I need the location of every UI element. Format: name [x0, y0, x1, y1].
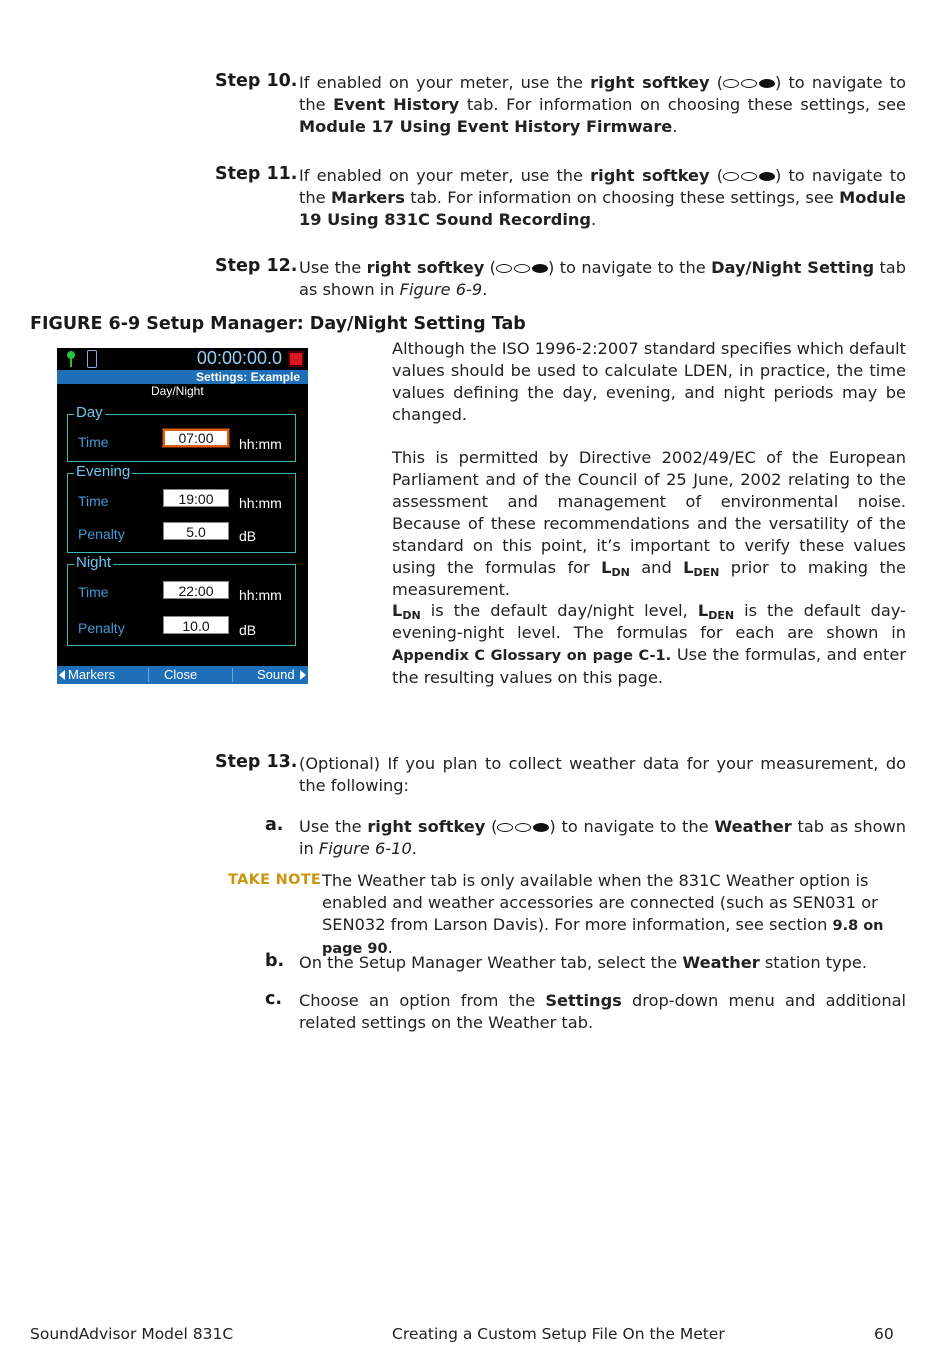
step-10-text: If enabled on your meter, use the right softkey ( ) to navigate to the Event History tab. For information on choosing these settings, see Module 17 Using Event History Firmware. [299, 73, 906, 136]
step-12-label: Step 12. [215, 256, 298, 276]
night-penalty-unit: dB [239, 622, 257, 638]
step-13b-text: On the Setup Manager Weather tab, select the Weather station type. [299, 953, 868, 972]
night-group-title: Night [76, 554, 112, 571]
evening-penalty-label: Penalty [78, 526, 125, 542]
day-time-unit: hh:mm [239, 436, 282, 452]
step-13a-label: a. [265, 815, 284, 835]
step-13c-text: Choose an option from the Settings drop-down menu and additional related settings on the Weather tab. [299, 991, 906, 1032]
softkey-center-close[interactable]: Close [164, 667, 198, 682]
step-11-label: Step 11. [215, 164, 298, 184]
meter-tab-title: Day/Night [151, 384, 204, 398]
meter-timer: 00:00:00.0 [196, 348, 282, 368]
right-arrow-icon [300, 670, 306, 680]
figure-6-10-link[interactable]: Figure 6-10 [318, 839, 412, 858]
softkey-divider [148, 668, 149, 682]
day-time-field[interactable]: 07:00 [163, 429, 229, 447]
night-time-unit: hh:mm [239, 587, 282, 603]
left-arrow-icon [59, 670, 65, 680]
battery-icon [87, 350, 97, 368]
night-penalty-label: Penalty [78, 620, 125, 636]
softkey-right-sound[interactable]: Sound [257, 667, 295, 682]
softkey-divider [232, 668, 233, 682]
right-softkey-icon [497, 821, 549, 833]
right-softkey-icon [723, 77, 775, 89]
appendix-c-link[interactable]: Appendix C Glossary on page C-1. [392, 648, 672, 664]
figure-caption: FIGURE 6-9 Setup Manager: Day/Night Setting Tab [30, 314, 526, 334]
step-13-label: Step 13. [215, 752, 298, 772]
right-softkey-icon [496, 262, 548, 274]
night-time-label: Time [78, 584, 109, 600]
step-13c-label: c. [265, 989, 283, 1009]
footer-page-number: 60 [874, 1325, 894, 1343]
figure-6-9-link[interactable]: Figure 6-9 [399, 280, 483, 299]
antenna-icon [65, 351, 73, 367]
take-note-text: The Weather tab is only available when the 831C Weather option is enabled and weather accessories are connected (such as SEN031 or SEN032 from Larson Davis). For more information, see section 9.8 on page 90. [322, 871, 884, 957]
meter-settings-title: Settings: Example [195, 370, 300, 384]
evening-time-label: Time [78, 493, 109, 509]
take-note-label: TAKE NOTE [228, 872, 322, 888]
module-17-link[interactable]: Module 17 Using Event History Firmware [299, 117, 673, 136]
meter-screen [57, 348, 308, 684]
module-19-link[interactable]: Module 19 Using 831C Sound Recording [299, 188, 906, 229]
section-9-8-link[interactable]: 9.8 on page 90 [322, 918, 884, 957]
step-12-text: Use the right softkey ( ) to navigate to the Day/Night Setting tab as shown in Figure 6-9. [299, 258, 906, 299]
step-11-text: If enabled on your meter, use the right softkey ( ) to navigate to the Markers tab. For information on choosing these settings, see Module 19 Using 831C Sound Recording. [299, 166, 906, 229]
stop-icon [288, 351, 304, 367]
step-10-label: Step 10. [215, 71, 298, 91]
paragraph-formulas: $L_{DN}$ is the default day/night level, $L_{DEN}$ is the default day-evening-night level. The formulas for each are shown in Appendix C Glossary on page C-1. Use the formulas, and enter the resulting values on this page. [392, 601, 906, 687]
evening-penalty-field[interactable]: 5.0 [163, 522, 229, 540]
evening-penalty-unit: dB [239, 528, 257, 544]
night-penalty-field[interactable]: 10.0 [163, 616, 229, 634]
day-time-label: Time [78, 434, 109, 450]
right-softkey-icon [723, 170, 775, 182]
evening-time-unit: hh:mm [239, 495, 282, 511]
paragraph-directive: This is permitted by Directive 2002/49/EC of the European Parliament and of the Council of 25 June, 2002 relating to the assessment and management of environmental noise. Because of these recommendations and the versatility of the standard on this point, it’s important to verify these values using the formulas for $L_{DN}$ and $L_{DEN}$ prior to making the measurement. [392, 448, 907, 599]
day-group-title: Day [76, 404, 103, 421]
step-13-text: (Optional) If you plan to collect weather data for your measurement, do the following: [299, 754, 906, 795]
night-time-field[interactable]: 22:00 [163, 581, 229, 599]
footer-product: SoundAdvisor Model 831C [30, 1325, 234, 1343]
paragraph-lden: Although the ISO 1996-2:2007 standard specifies which default values should be used to calculate LDEN, in practice, the time values defining the day, evening, and night periods may be changed. [392, 339, 906, 424]
softkey-left-markers[interactable]: Markers [68, 667, 115, 682]
step-13a-text: Use the right softkey ( ) to navigate to the Weather tab as shown in Figure 6-10. [299, 817, 906, 858]
evening-group-title: Evening [76, 463, 131, 480]
evening-time-field[interactable]: 19:00 [163, 489, 229, 507]
step-13b-label: b. [265, 951, 285, 971]
footer-section-title: Creating a Custom Setup File On the Meter [392, 1325, 725, 1343]
